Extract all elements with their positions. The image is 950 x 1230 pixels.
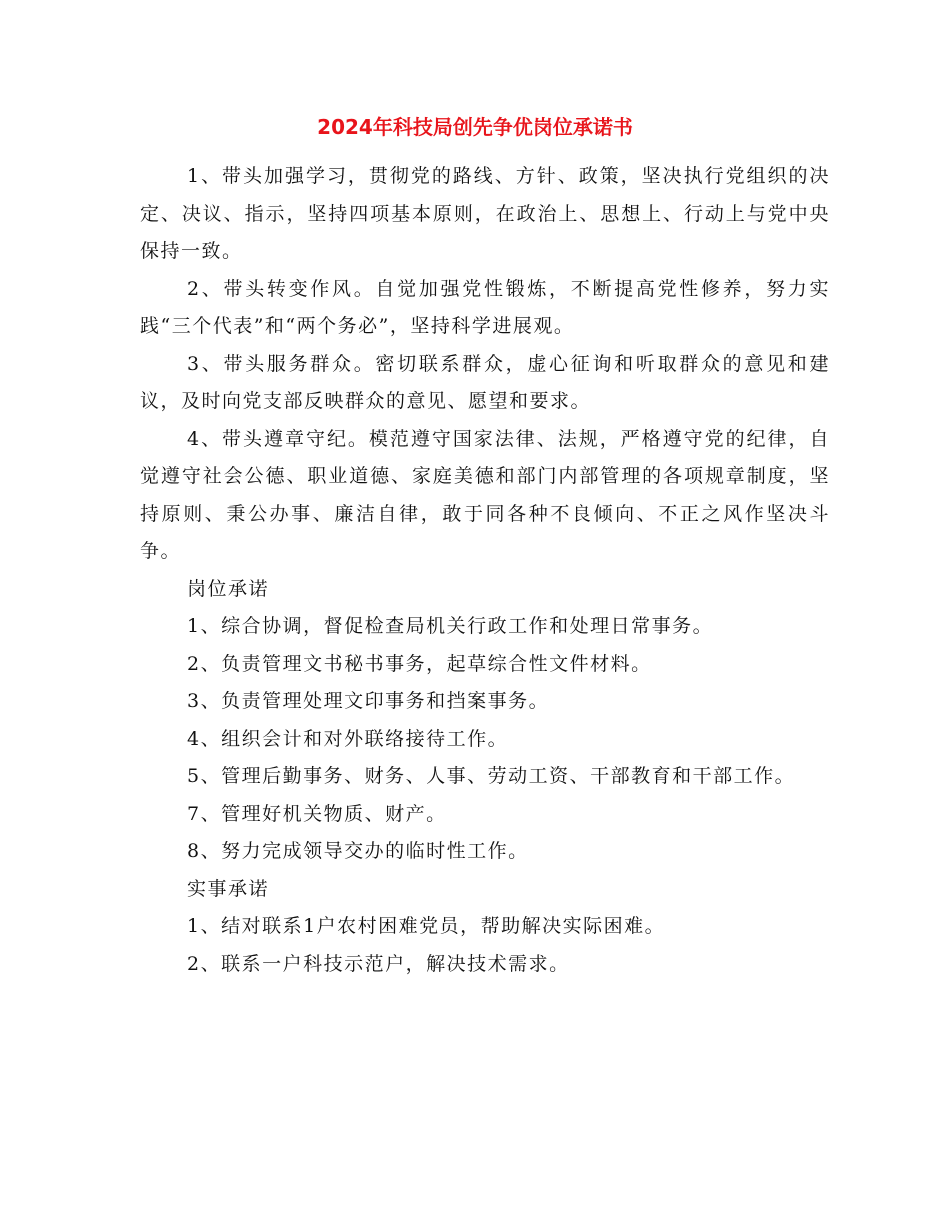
commitment-paragraph-2: 2、带头转变作风。自觉加强党性锻炼，不断提高党性修养，努力实践“三个代表”和“两个务必”，坚持科学进展观。 xyxy=(140,277,830,337)
post-commitment-item: 1、综合协调，督促检查局机关行政工作和处理日常事务。 xyxy=(187,615,714,637)
commitment-paragraph-4: 4、带头遵章守纪。模范遵守国家法律、法规，严格遵守党的纪律，自觉遵守社会公德、职业道德、家庭美德和部门内部管理的各项规章制度，坚持原则、秉公办事、廉洁自律，敢于同各种不良倾向、不正之风作坚决斗争。 xyxy=(140,427,830,562)
post-commitment-heading: 岗位承诺 xyxy=(187,577,270,600)
practical-commitment-item: 2、联系一户科技示范户，解决技术需求。 xyxy=(187,952,570,975)
post-commitment-item: 5、管理后勤事务、财务、人事、劳动工资、干部教育和干部工作。 xyxy=(187,765,796,787)
practical-commitment-item: 1、结对联系1户农村困难党员，帮助解决实际困难。 xyxy=(187,915,666,937)
document-body xyxy=(140,158,830,983)
post-commitment-item: 7、管理好机关物质、财产。 xyxy=(187,802,447,825)
post-commitment-item: 4、组织会计和对外联络接待工作。 xyxy=(187,727,509,750)
commitment-paragraph-1: 1、带头加强学习，贯彻党的路线、方针、政策，坚决执行党组织的决定、决议、指示，坚持四项基本原则，在政治上、思想上、行动上与党中央保持一致。 xyxy=(140,165,830,262)
commitment-paragraph-3: 3、带头服务群众。密切联系群众，虚心征询和听取群众的意见和建议，及时向党支部反映群众的意见、愿望和要求。 xyxy=(140,352,830,412)
post-commitment-item: 3、负责管理处理文印事务和挡案事务。 xyxy=(187,690,550,712)
practical-commitment-heading: 实事承诺 xyxy=(187,877,270,900)
post-commitment-item: 2、负责管理文书秘书事务，起草综合性文件材料。 xyxy=(187,652,652,675)
post-commitment-item: 8、努力完成领导交办的临时性工作。 xyxy=(187,840,529,862)
document-title: 2024年科技局创先争优岗位承诺书 xyxy=(317,115,633,139)
